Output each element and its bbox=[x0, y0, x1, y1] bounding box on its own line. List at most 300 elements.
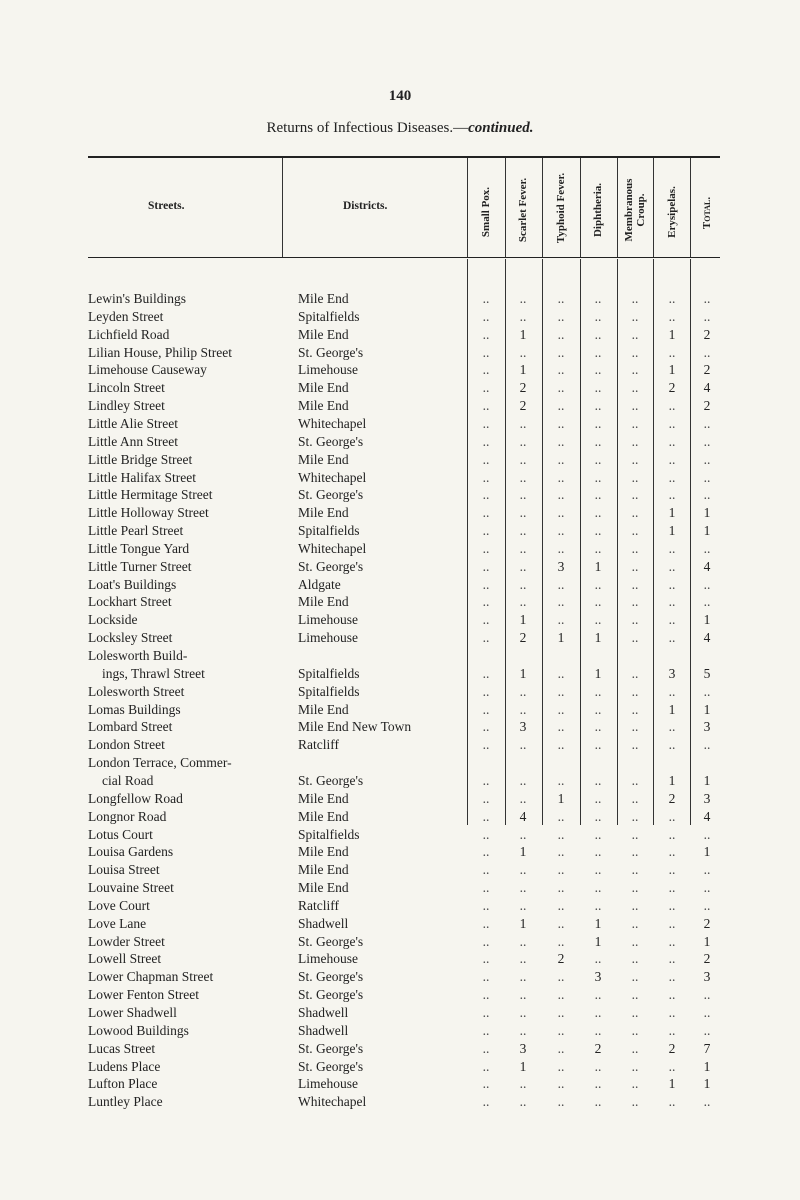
cell-value: .. bbox=[519, 540, 527, 556]
cell-value: .. bbox=[631, 612, 639, 628]
cell-value: .. bbox=[482, 326, 490, 342]
cell-value: .. bbox=[482, 1005, 490, 1020]
header-small-pox: Small Pox. bbox=[480, 186, 492, 238]
district-name: Whitechapel bbox=[298, 540, 367, 556]
cell-value: .. bbox=[557, 469, 565, 485]
cell-value: .. bbox=[668, 1058, 676, 1074]
cell-value: .. bbox=[557, 880, 565, 896]
cell-value: .. bbox=[703, 1022, 711, 1038]
district-name: Mile End bbox=[298, 451, 349, 467]
cell-value: .. bbox=[557, 808, 565, 824]
cell-value: .. bbox=[557, 380, 565, 396]
cell-value: .. bbox=[594, 987, 602, 1003]
cell-value: .. bbox=[668, 594, 676, 610]
table-row bbox=[0, 986, 800, 1003]
district-name: Shadwell bbox=[298, 1005, 349, 1020]
street-name: Lockhart Street bbox=[88, 594, 172, 610]
district-name: Mile End bbox=[298, 594, 349, 610]
cell-value: .. bbox=[557, 576, 565, 592]
cell-value: .. bbox=[482, 505, 490, 521]
cell-value: 2 bbox=[703, 398, 711, 414]
table-row bbox=[0, 772, 800, 789]
cell-value: 2 bbox=[703, 951, 711, 967]
table-header-rule bbox=[88, 257, 720, 258]
cell-value: 1 bbox=[519, 665, 527, 681]
table-row bbox=[0, 665, 800, 682]
cell-value: .. bbox=[703, 1094, 711, 1110]
cell-value: .. bbox=[482, 308, 490, 324]
header-membranous-croup: Membranous Croup. bbox=[623, 178, 647, 242]
cell-value: .. bbox=[594, 380, 602, 396]
street-name: Lombard Street bbox=[88, 719, 173, 735]
cell-value: .. bbox=[519, 344, 527, 360]
header-diphtheria: Diphtheria. bbox=[592, 182, 604, 238]
cell-value: .. bbox=[519, 433, 527, 449]
cell-value: .. bbox=[594, 523, 602, 539]
cell-value: .. bbox=[594, 433, 602, 449]
table-row bbox=[0, 968, 800, 985]
cell-value: .. bbox=[557, 612, 565, 628]
cell-value: .. bbox=[668, 683, 676, 699]
cell-value: .. bbox=[594, 1094, 602, 1110]
cell-value: .. bbox=[631, 1076, 639, 1092]
district-name: St. George's bbox=[298, 558, 364, 574]
cell-value: .. bbox=[594, 719, 602, 735]
district-name: Spitalfields bbox=[298, 826, 360, 842]
district-name: St. George's bbox=[298, 772, 364, 788]
street-name: Little Holloway Street bbox=[88, 505, 209, 521]
cell-value: .. bbox=[631, 880, 639, 896]
header-divider bbox=[282, 158, 283, 257]
cell-value: 1 bbox=[557, 630, 565, 646]
street-name: London Street bbox=[88, 737, 165, 753]
header-divider bbox=[690, 158, 691, 257]
cell-value: .. bbox=[519, 897, 527, 913]
cell-value: .. bbox=[594, 844, 602, 860]
cell-value: 5 bbox=[703, 665, 711, 681]
cell-value: .. bbox=[594, 737, 602, 753]
cell-value: .. bbox=[594, 576, 602, 592]
cell-value: .. bbox=[631, 1022, 639, 1038]
cell-value: .. bbox=[594, 826, 602, 842]
cell-value: 1 bbox=[519, 612, 527, 628]
table-row bbox=[0, 701, 800, 718]
cell-value: .. bbox=[482, 880, 490, 896]
table-row bbox=[0, 933, 800, 950]
table-row bbox=[0, 808, 800, 825]
cell-value: 2 bbox=[519, 398, 527, 414]
cell-value: 3 bbox=[519, 719, 527, 735]
cell-value: .. bbox=[519, 987, 527, 1003]
cell-value: .. bbox=[668, 344, 676, 360]
street-name: Lowder Street bbox=[88, 933, 165, 949]
cell-value: .. bbox=[482, 969, 490, 985]
cell-value: 1 bbox=[668, 1076, 676, 1092]
cell-value: .. bbox=[668, 433, 676, 449]
cell-value: .. bbox=[668, 630, 676, 646]
cell-value: 4 bbox=[703, 808, 711, 824]
cell-value: .. bbox=[631, 415, 639, 431]
cell-value: 2 bbox=[703, 362, 711, 378]
table-row bbox=[0, 826, 800, 843]
cell-value: .. bbox=[519, 969, 527, 985]
cell-value: .. bbox=[668, 398, 676, 414]
cell-value: .. bbox=[631, 558, 639, 574]
cell-value: .. bbox=[668, 415, 676, 431]
district-name: Mile End bbox=[298, 790, 349, 806]
cell-value: 2 bbox=[668, 380, 676, 396]
cell-value: .. bbox=[631, 1005, 639, 1020]
cell-value: .. bbox=[482, 630, 490, 646]
cell-value: .. bbox=[631, 487, 639, 503]
cell-value: .. bbox=[668, 291, 676, 306]
cell-value: .. bbox=[519, 505, 527, 521]
table-row bbox=[0, 950, 800, 967]
cell-value: .. bbox=[594, 344, 602, 360]
cell-value: .. bbox=[631, 683, 639, 699]
cell-value: .. bbox=[631, 1094, 639, 1110]
district-name: Mile End New Town bbox=[298, 719, 412, 735]
table-row bbox=[0, 576, 800, 593]
cell-value: 1 bbox=[668, 505, 676, 521]
cell-value: 1 bbox=[594, 630, 602, 646]
cell-value: .. bbox=[482, 558, 490, 574]
district-name: Spitalfields bbox=[298, 665, 360, 681]
cell-value: .. bbox=[482, 540, 490, 556]
cell-value: .. bbox=[703, 291, 711, 306]
district-name: Mile End bbox=[298, 291, 349, 306]
district-name: Mile End bbox=[298, 701, 349, 717]
table-row bbox=[0, 379, 800, 396]
table-row bbox=[0, 915, 800, 932]
header-divider bbox=[505, 158, 506, 257]
district-name: Mile End bbox=[298, 326, 349, 342]
cell-value: .. bbox=[482, 987, 490, 1003]
cell-value: 1 bbox=[668, 772, 676, 788]
cell-value: .. bbox=[519, 772, 527, 788]
cell-value: .. bbox=[631, 826, 639, 842]
cell-value: .. bbox=[703, 433, 711, 449]
cell-value: .. bbox=[631, 344, 639, 360]
cell-value: .. bbox=[668, 844, 676, 860]
cell-value: .. bbox=[557, 665, 565, 681]
cell-value: 2 bbox=[703, 326, 711, 342]
cell-value: 3 bbox=[703, 790, 711, 806]
cell-value: .. bbox=[557, 701, 565, 717]
cell-value: 2 bbox=[519, 630, 527, 646]
cell-value: .. bbox=[519, 737, 527, 753]
cell-value: 1 bbox=[703, 933, 711, 949]
cell-value: .. bbox=[519, 594, 527, 610]
cell-value: .. bbox=[594, 701, 602, 717]
district-name: Whitechapel bbox=[298, 469, 367, 485]
district-name: Shadwell bbox=[298, 1022, 349, 1038]
street-name: Longnor Road bbox=[88, 808, 167, 824]
cell-value: .. bbox=[557, 933, 565, 949]
district-name: St. George's bbox=[298, 487, 364, 503]
cell-value: .. bbox=[668, 897, 676, 913]
district-name: Limehouse bbox=[298, 362, 358, 378]
cell-value: .. bbox=[482, 487, 490, 503]
cell-value: .. bbox=[557, 1040, 565, 1056]
cell-value: .. bbox=[519, 826, 527, 842]
cell-value: .. bbox=[482, 719, 490, 735]
cell-value: 2 bbox=[557, 951, 565, 967]
table-row bbox=[0, 469, 800, 486]
street-name: Lockside bbox=[88, 612, 138, 628]
cell-value: .. bbox=[557, 1022, 565, 1038]
table-row bbox=[0, 1093, 800, 1110]
cell-value: .. bbox=[594, 362, 602, 378]
cell-value: 1 bbox=[703, 844, 711, 860]
table-row bbox=[0, 326, 800, 343]
cell-value: .. bbox=[668, 987, 676, 1003]
street-name: Lilian House, Philip Street bbox=[88, 344, 232, 360]
cell-value: .. bbox=[631, 540, 639, 556]
table-row bbox=[0, 1040, 800, 1057]
district-name: Limehouse bbox=[298, 1076, 358, 1092]
street-name: Loat's Buildings bbox=[88, 576, 177, 592]
table-row bbox=[0, 647, 800, 664]
district-name: Mile End bbox=[298, 380, 349, 396]
cell-value: 1 bbox=[519, 362, 527, 378]
street-name: Little Tongue Yard bbox=[88, 540, 190, 556]
cell-value: .. bbox=[594, 505, 602, 521]
district-name: Mile End bbox=[298, 505, 349, 521]
cell-value: .. bbox=[519, 523, 527, 539]
cell-value: .. bbox=[703, 683, 711, 699]
district-name: St. George's bbox=[298, 933, 364, 949]
cell-value: .. bbox=[668, 719, 676, 735]
cell-value: .. bbox=[482, 951, 490, 967]
district-name: Mile End bbox=[298, 880, 349, 896]
cell-value: 3 bbox=[519, 1040, 527, 1056]
cell-value: 1 bbox=[703, 612, 711, 628]
street-name: Little Bridge Street bbox=[88, 451, 193, 467]
cell-value: .. bbox=[668, 862, 676, 878]
cell-value: .. bbox=[519, 1094, 527, 1110]
cell-value: .. bbox=[557, 487, 565, 503]
street-name: Lomas Buildings bbox=[88, 701, 181, 717]
cell-value: .. bbox=[557, 344, 565, 360]
cell-value: .. bbox=[668, 540, 676, 556]
cell-value: 1 bbox=[519, 844, 527, 860]
cell-value: .. bbox=[668, 915, 676, 931]
cell-value: .. bbox=[482, 790, 490, 806]
cell-value: 2 bbox=[668, 1040, 676, 1056]
cell-value: .. bbox=[668, 969, 676, 985]
cell-value: 3 bbox=[594, 969, 602, 985]
cell-value: .. bbox=[482, 344, 490, 360]
cell-value: 1 bbox=[519, 1058, 527, 1074]
cell-value: .. bbox=[519, 862, 527, 878]
cell-value: .. bbox=[631, 291, 639, 306]
cell-value: 1 bbox=[703, 1076, 711, 1092]
table-row bbox=[0, 290, 800, 307]
cell-value: .. bbox=[519, 308, 527, 324]
cell-value: .. bbox=[668, 933, 676, 949]
district-name: Mile End bbox=[298, 808, 349, 824]
cell-value: .. bbox=[594, 451, 602, 467]
cell-value: .. bbox=[703, 344, 711, 360]
cell-value: .. bbox=[631, 326, 639, 342]
district-name: Spitalfields bbox=[298, 308, 360, 324]
cell-value: .. bbox=[557, 308, 565, 324]
page-number: 140 bbox=[388, 88, 412, 104]
table-row bbox=[0, 522, 800, 539]
cell-value: .. bbox=[703, 862, 711, 878]
cell-value: .. bbox=[703, 308, 711, 324]
table-row bbox=[0, 718, 800, 735]
cell-value: 3 bbox=[703, 969, 711, 985]
district-name: St. George's bbox=[298, 969, 364, 985]
cell-value: 4 bbox=[703, 558, 711, 574]
cell-value: .. bbox=[482, 291, 490, 306]
cell-value: .. bbox=[594, 612, 602, 628]
cell-value: .. bbox=[557, 915, 565, 931]
cell-value: .. bbox=[631, 808, 639, 824]
cell-value: .. bbox=[631, 523, 639, 539]
street-name: Little Pearl Street bbox=[88, 523, 184, 539]
cell-value: .. bbox=[482, 933, 490, 949]
cell-value: 2 bbox=[519, 380, 527, 396]
cell-value: .. bbox=[482, 1076, 490, 1092]
street-name: Lowood Buildings bbox=[88, 1022, 189, 1038]
district-name: Ratcliff bbox=[298, 897, 339, 913]
cell-value: 1 bbox=[703, 772, 711, 788]
street-name: Lolesworth Build- bbox=[88, 648, 188, 663]
district-name: St. George's bbox=[298, 1040, 364, 1056]
table-row bbox=[0, 897, 800, 914]
header-divider bbox=[580, 158, 581, 257]
street-name: Lower Shadwell bbox=[88, 1005, 177, 1020]
header-divider bbox=[542, 158, 543, 257]
table-row bbox=[0, 629, 800, 646]
cell-value: .. bbox=[703, 451, 711, 467]
cell-value: .. bbox=[557, 683, 565, 699]
cell-value: .. bbox=[482, 897, 490, 913]
cell-value: .. bbox=[482, 1022, 490, 1038]
cell-value: 1 bbox=[557, 790, 565, 806]
cell-value: .. bbox=[631, 380, 639, 396]
street-name: Lowell Street bbox=[88, 951, 162, 967]
cell-value: .. bbox=[519, 951, 527, 967]
cell-value: .. bbox=[668, 951, 676, 967]
cell-value: .. bbox=[668, 576, 676, 592]
district-name: Spitalfields bbox=[298, 523, 360, 539]
cell-value: .. bbox=[482, 683, 490, 699]
cell-value: .. bbox=[557, 505, 565, 521]
cell-value: .. bbox=[482, 737, 490, 753]
cell-value: .. bbox=[594, 951, 602, 967]
cell-value: .. bbox=[482, 1040, 490, 1056]
cell-value: .. bbox=[703, 594, 711, 610]
cell-value: .. bbox=[519, 415, 527, 431]
district-name: Whitechapel bbox=[298, 415, 367, 431]
cell-value: .. bbox=[594, 790, 602, 806]
table-row bbox=[0, 415, 800, 432]
cell-value: .. bbox=[482, 362, 490, 378]
header-streets: Streets. bbox=[148, 200, 185, 212]
cell-value: .. bbox=[631, 915, 639, 931]
header-divider bbox=[653, 158, 654, 257]
cell-value: .. bbox=[703, 826, 711, 842]
district-name: Limehouse bbox=[298, 612, 358, 628]
cell-value: .. bbox=[557, 451, 565, 467]
street-name: Lower Fenton Street bbox=[88, 987, 199, 1003]
street-name: ings, Thrawl Street bbox=[102, 665, 205, 681]
street-name: Louvaine Street bbox=[88, 880, 174, 896]
cell-value: .. bbox=[631, 1058, 639, 1074]
cell-value: .. bbox=[482, 665, 490, 681]
cell-value: .. bbox=[594, 808, 602, 824]
district-name: Spitalfields bbox=[298, 683, 360, 699]
street-name: Lindley Street bbox=[88, 398, 165, 414]
cell-value: .. bbox=[631, 844, 639, 860]
cell-value: .. bbox=[668, 612, 676, 628]
cell-value: 1 bbox=[668, 326, 676, 342]
cell-value: .. bbox=[557, 969, 565, 985]
cell-value: .. bbox=[631, 433, 639, 449]
cell-value: .. bbox=[482, 862, 490, 878]
cell-value: .. bbox=[631, 790, 639, 806]
street-name: Little Halifax Street bbox=[88, 469, 196, 485]
cell-value: 7 bbox=[703, 1040, 711, 1056]
cell-value: .. bbox=[557, 826, 565, 842]
district-name: Mile End bbox=[298, 398, 349, 414]
street-name: Louisa Gardens bbox=[88, 844, 174, 860]
cell-value: .. bbox=[519, 558, 527, 574]
cell-value: .. bbox=[703, 1005, 711, 1020]
cell-value: .. bbox=[594, 1005, 602, 1020]
table-row bbox=[0, 308, 800, 325]
street-name: Lotus Court bbox=[88, 826, 153, 842]
cell-value: .. bbox=[703, 487, 711, 503]
cell-value: .. bbox=[482, 1058, 490, 1074]
cell-value: .. bbox=[557, 398, 565, 414]
cell-value: .. bbox=[668, 1022, 676, 1038]
cell-value: .. bbox=[668, 808, 676, 824]
cell-value: 1 bbox=[703, 701, 711, 717]
header-divider bbox=[617, 158, 618, 257]
cell-value: .. bbox=[631, 719, 639, 735]
cell-value: .. bbox=[557, 772, 565, 788]
district-name: Aldgate bbox=[298, 576, 341, 592]
header-typhoid-fever: Typhoid Fever. bbox=[555, 172, 567, 244]
cell-value: .. bbox=[668, 308, 676, 324]
cell-value: .. bbox=[631, 505, 639, 521]
cell-value: .. bbox=[519, 576, 527, 592]
district-name: St. George's bbox=[298, 433, 364, 449]
cell-value: .. bbox=[557, 737, 565, 753]
cell-value: .. bbox=[703, 880, 711, 896]
table-row bbox=[0, 1075, 800, 1092]
street-name: Luntley Place bbox=[88, 1094, 163, 1110]
cell-value: .. bbox=[557, 326, 565, 342]
cell-value: .. bbox=[482, 612, 490, 628]
cell-value: .. bbox=[557, 523, 565, 539]
street-name: Little Ann Street bbox=[88, 433, 178, 449]
cell-value: .. bbox=[482, 915, 490, 931]
district-name: St. George's bbox=[298, 987, 364, 1003]
street-name: Lufton Place bbox=[88, 1076, 158, 1092]
table-row bbox=[0, 843, 800, 860]
street-name: Little Alie Street bbox=[88, 415, 178, 431]
table-row bbox=[0, 1058, 800, 1075]
cell-value: .. bbox=[631, 362, 639, 378]
cell-value: .. bbox=[631, 969, 639, 985]
table-row bbox=[0, 451, 800, 468]
